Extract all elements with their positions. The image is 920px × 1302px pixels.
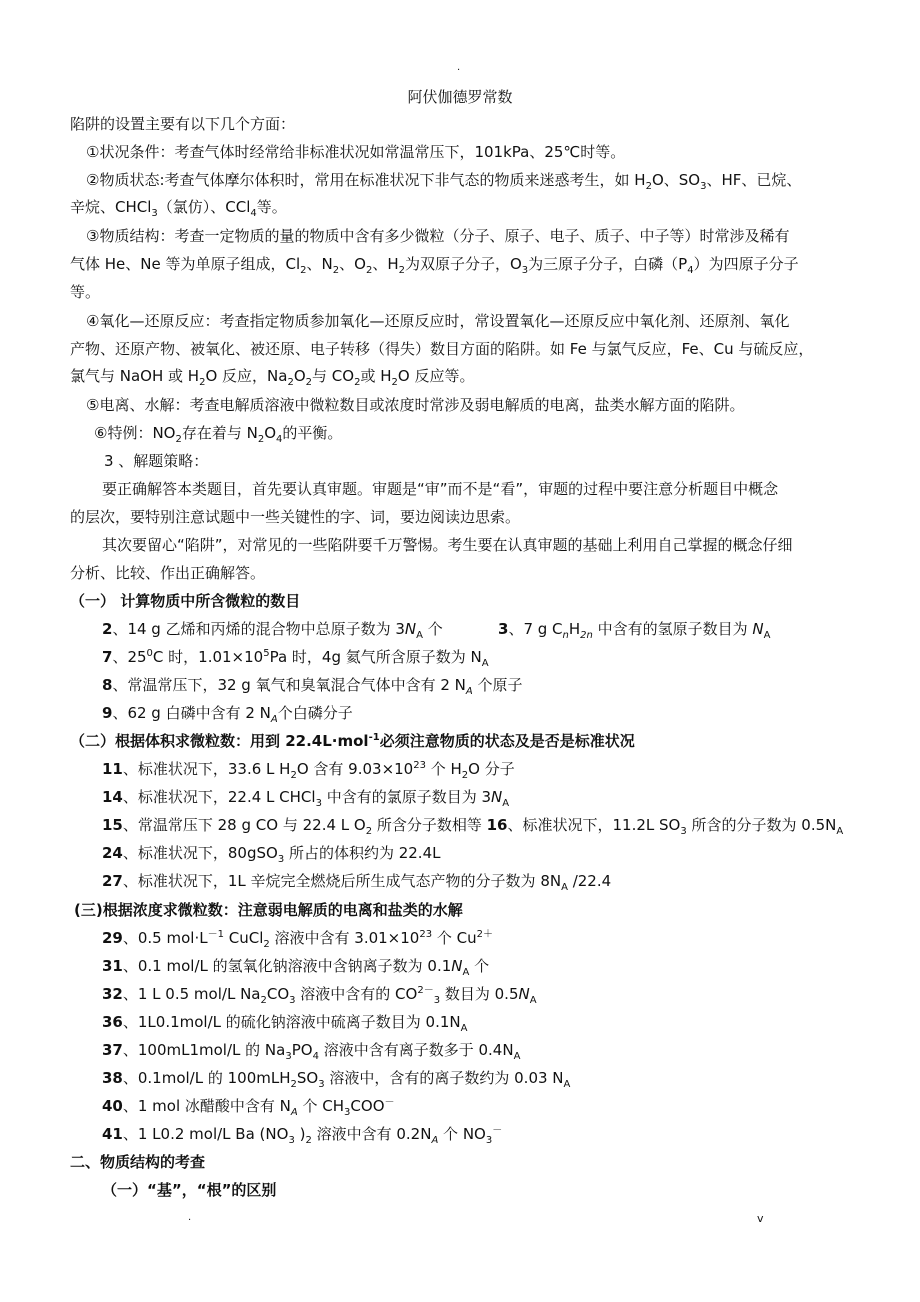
item-27: 27、标准状况下，1L 辛烷完全燃烧后所生成气态产物的分子数为 $8N_A$ /22.4 bbox=[102, 872, 612, 893]
item-15-16: 15、常温常压下 28 g CO 与 22.4 L $O_2$ 所含分子数相等 16、标准状况下，11.2L $SO_3$ 所含的分子数为 $0.5N_A$ bbox=[102, 816, 844, 837]
point-4-line-1: ④氧化—还原反应：考查指定物质参加氧化—还原反应时，常设置氧化—还原反应中氧化剂、还原剂、氧化 bbox=[86, 312, 790, 330]
item-7: 7、$25^0C$ 时，$1.01\times 10^5Pa$ 时，4g 氦气所含原子数为 $N_A$ bbox=[102, 648, 489, 669]
item-40: 40、1 mol 冰醋酸中含有 $N_A$ 个 $CH_3COO^-$ bbox=[102, 1097, 395, 1118]
footer-left-mark: . bbox=[188, 1212, 192, 1223]
item-38: 38、0.1mol/L 的 $100mLH_2SO_3$ 溶液中，含有的离子数约为 0.03 $N_A$ bbox=[102, 1069, 571, 1090]
header-mark: . bbox=[457, 62, 461, 73]
item-8: 8、常温常压下，32 g 氧气和臭氧混合气体中含有 2 $N_A$ 个原子 bbox=[102, 676, 523, 697]
section-2-heading: （二）根据体积求微粒数：用到 22.4L·mol$^{-1}$必须注意物质的状态及是否是标准状况 bbox=[70, 732, 635, 750]
strategy-para-1-line-1: 要正确解答本类题目，首先要认真审题。审题是“审”而不是“看”，审题的过程中要注意分析题目中概念 bbox=[102, 480, 779, 498]
item-24: 24、标准状况下，80gSO$_3$ 所占的体积约为 22.4L bbox=[102, 844, 441, 865]
point-6: ⑥特例：$NO_2$存在着与 $N_2O_4$的平衡。 bbox=[94, 424, 343, 445]
item-29: 29、0.5 $mol\cdot L^{-1}$ CuCl$_2$ 溶液中含有 $3.01\times 10^{23}$ 个 $Cu^{2+}$ bbox=[102, 929, 493, 950]
item-9: 9、62 g 白磷中含有 2 $N_A$个白磷分子 bbox=[102, 704, 353, 725]
page-title: 阿伏伽德罗常数 bbox=[407, 88, 513, 106]
section-4-heading: 二、物质结构的考查 bbox=[70, 1153, 206, 1171]
item-31: 31、0.1 mol/L 的氢氧化钠溶液中含钠离子数为 $0.1N_A$ 个 bbox=[102, 957, 490, 978]
strategy-para-2-line-2: 分析、比较、作出正确解答。 bbox=[70, 564, 266, 582]
item-32: 32、1 L 0.5 mol/L $Na_2CO_3$ 溶液中含有的 $CO^{2-}_3$ 数目为 $0.5N_A$ bbox=[102, 985, 537, 1006]
section-1-heading: （一） 计算物质中所含微粒的数目 bbox=[70, 592, 301, 610]
item-41: 41、1 L0.2 mol/L Ba ($NO_3$ )$_2$ 溶液中含有 $0.2N_A$ 个 $NO_3^-$ bbox=[102, 1125, 503, 1146]
item-37: 37、100mL1mol/L 的 $Na_3PO_4$ 溶液中含有离子数多于 $0.4N_A$ bbox=[102, 1041, 521, 1062]
strategy-para-1-line-2: 的层次，要特别注意试题中一些关键性的字、词，要边阅读边思索。 bbox=[70, 508, 521, 526]
section-3-heading: (三)根据浓度求微粒数：注意弱电解质的电离和盐类的水解 bbox=[74, 901, 463, 919]
point-5: ⑤电离、水解：考查电解质溶液中微粒数目或浓度时常涉及弱电解质的电离，盐类水解方面的陷阱。 bbox=[86, 396, 745, 414]
item-14: 14、标准状况下，22.4 L CHCl$_3$ 中含有的氯原子数目为 $3N_A$ bbox=[102, 788, 510, 809]
item-2: 2、14 g 乙烯和丙烯的混合物中总原子数为 $3N_A$ 个 bbox=[102, 620, 443, 641]
point-1: ①状况条件：考查气体时经常给非标准状况如常温常压下，101kPa、25℃时等。 bbox=[86, 143, 626, 161]
item-3: 3、7 g $C_nH_{2n}$ 中含有的氢原子数目为 $N_A$ bbox=[498, 620, 771, 641]
point-2-line-1: ②物质状态:考查气体摩尔体积时，常用在标准状况下非气态的物质来迷惑考生，如 $H_2O$、$SO_3$、HF、已烷、 bbox=[86, 171, 802, 192]
point-3-line-2: 气体 He、Ne 等为单原子组成，$Cl_2$、$N_2$、$O_2$、$H_2$为双原子分子，$O_3$为三原子分子，白磷$(P_4)$为四原子分子 bbox=[70, 255, 799, 276]
item-36: 36、1L0.1mol/L 的硫化钠溶液中硫离子数目为 $0.1N_A$ bbox=[102, 1013, 468, 1034]
point-2-line-2: 辛烷、CHCl$_3$（氯仿）、CCl$_4$等。 bbox=[70, 198, 287, 219]
point-4-line-2: 产物、还原产物、被氧化、被还原、电子转移（得失）数目方面的陷阱。如 Fe 与氯气反应，Fe、Cu 与硫反应， bbox=[70, 340, 814, 358]
section-5-heading: （一）“基”，“根”的区别 bbox=[102, 1181, 277, 1199]
point-4-line-3: 氯气与 NaOH 或 $H_2O$ 反应，$Na_2O_2$与 $CO_2$或 $H_2O$ 反应等。 bbox=[70, 367, 475, 388]
point-3-line-3: 等。 bbox=[70, 283, 101, 301]
item-11: 11、标准状况下，33.6 L $H_2O$ 含有 $9.03\times 10^{23}$ 个 $H_2O$ 分子 bbox=[102, 760, 515, 781]
footer-right-mark: v bbox=[757, 1212, 764, 1225]
strategy-heading: 3 、解题策略： bbox=[104, 452, 209, 470]
strategy-para-2-line-1: 其次要留心“陷阱”，对常见的一些陷阱要千万警惕。考生要在认真审题的基础上利用自己掌握的概念仔细 bbox=[102, 536, 793, 554]
point-3-line-1: ③物质结构：考查一定物质的量的物质中含有多少微粒（分子、原子、电子、质子、中子等）时常涉及稀有 bbox=[86, 227, 790, 245]
intro-text: 陷阱的设置主要有以下几个方面： bbox=[70, 115, 296, 133]
